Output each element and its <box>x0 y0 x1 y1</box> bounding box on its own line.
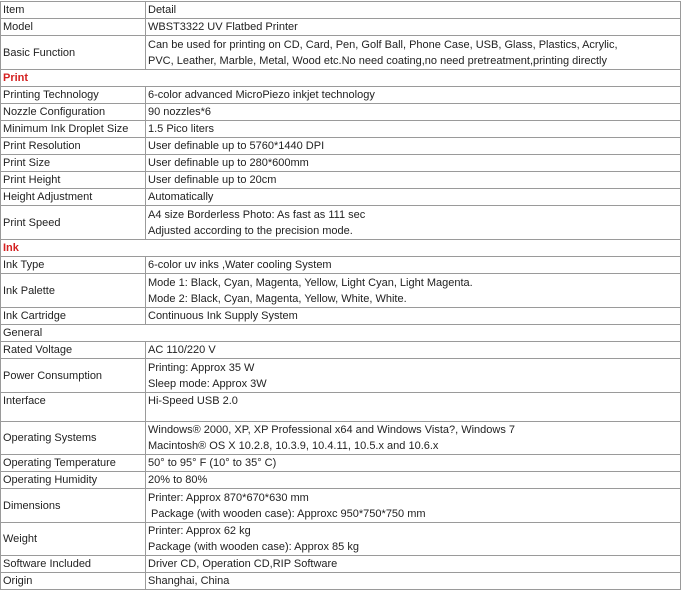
dimensions-line-1: Printer: Approx 870*670*630 mm <box>148 491 309 504</box>
value-model: WBST3322 UV Flatbed Printer <box>146 19 681 36</box>
section-row <box>1 325 681 342</box>
table-row <box>1 138 681 155</box>
value-print-speed <box>146 206 681 240</box>
table-row <box>1 393 681 422</box>
ink-palette-line-1: Mode 1: Black, Cyan, Magenta, Yellow, Light Cyan, Light Magenta. <box>148 276 473 289</box>
table-row <box>1 274 681 308</box>
table-row <box>1 189 681 206</box>
table-row <box>1 472 681 489</box>
print-speed-line-2: Adjusted according to the precision mode. <box>148 224 353 237</box>
table-row <box>1 19 681 36</box>
print-speed-line-1: A4 size Borderless Photo: As fast as 111 sec <box>148 208 366 221</box>
table-row <box>1 342 681 359</box>
value-nozzle-configuration: 90 nozzles*6 <box>146 104 681 121</box>
label-ink-cartridge: Ink Cartridge <box>1 308 146 325</box>
label-interface: Interface <box>1 393 146 422</box>
label-dimensions: Dimensions <box>1 489 146 523</box>
value-printing-technology: 6-color advanced MicroPiezo inkjet technology <box>146 87 681 104</box>
label-print-speed: Print Speed <box>1 206 146 240</box>
value-interface: Hi-Speed USB 2.0 <box>146 393 681 422</box>
table-row <box>1 104 681 121</box>
table-row <box>1 87 681 104</box>
label-print-size: Print Size <box>1 155 146 172</box>
label-basic-function: Basic Function <box>1 36 146 70</box>
label-ink-palette: Ink Palette <box>1 274 146 308</box>
value-rated-voltage: AC 110/220 V <box>146 342 681 359</box>
table-row <box>1 206 681 240</box>
table-row <box>1 257 681 274</box>
value-operating-temperature: 50° to 95° F (10° to 35° C) <box>146 455 681 472</box>
power-consumption-line-2: Sleep mode: Approx 3W <box>148 377 267 390</box>
section-print: Print <box>1 70 681 87</box>
label-height-adjustment: Height Adjustment <box>1 189 146 206</box>
label-print-resolution: Print Resolution <box>1 138 146 155</box>
value-dimensions <box>146 489 681 523</box>
weight-line-1: Printer: Approx 62 kg <box>148 525 251 537</box>
table-row <box>1 359 681 393</box>
power-consumption-line-1: Printing: Approx 35 W <box>148 361 255 374</box>
label-model: Model <box>1 19 146 36</box>
value-software-included: Driver CD, Operation CD,RIP Software <box>146 556 681 573</box>
table-row <box>1 2 681 19</box>
weight-line-2: Package (with wooden case): Approx 85 kg <box>148 541 359 553</box>
table-row <box>1 422 681 455</box>
basic-function-line-2: PVC, Leather, Marble, Metal, Wood etc.No need coating,no need pretreatment,printing directly <box>148 54 607 67</box>
label-print-height: Print Height <box>1 172 146 189</box>
label-nozzle-configuration: Nozzle Configuration <box>1 104 146 121</box>
value-ink-type: 6-color uv inks ,Water cooling System <box>146 257 681 274</box>
value-operating-systems <box>146 422 681 455</box>
value-print-size: User definable up to 280*600mm <box>146 155 681 172</box>
table-row <box>1 36 681 70</box>
operating-systems-line-1: Windows® 2000, XP, XP Professional x64 and Windows Vista?, Windows 7 <box>148 424 516 436</box>
value-origin: Shanghai, China <box>146 573 681 590</box>
table-row <box>1 489 681 523</box>
header-detail: Detail <box>146 2 681 19</box>
table-row <box>1 573 681 590</box>
label-rated-voltage: Rated Voltage <box>1 342 146 359</box>
table-row <box>1 556 681 573</box>
table-row <box>1 155 681 172</box>
label-operating-systems: Operating Systems <box>1 422 146 455</box>
table-row <box>1 172 681 189</box>
label-min-droplet: Minimum Ink Droplet Size <box>1 121 146 138</box>
basic-function-line-1: Can be used for printing on CD, Card, Pen, Golf Ball, Phone Case, USB, Glass, Plastics, Acrylic, <box>148 38 618 51</box>
ink-palette-line-2: Mode 2: Black, Cyan, Magenta, Yellow, White, White. <box>148 292 407 305</box>
header-item: Item <box>1 2 146 19</box>
label-printing-technology: Printing Technology <box>1 87 146 104</box>
section-row <box>1 70 681 87</box>
label-software-included: Software Included <box>1 556 146 573</box>
table-row <box>1 121 681 138</box>
table-row <box>1 455 681 472</box>
table-row <box>1 308 681 325</box>
value-print-height: User definable up to 20cm <box>146 172 681 189</box>
label-operating-humidity: Operating Humidity <box>1 472 146 489</box>
label-weight: Weight <box>1 523 146 556</box>
value-operating-humidity: 20% to 80% <box>146 472 681 489</box>
section-ink: Ink <box>1 240 681 257</box>
value-power-consumption <box>146 359 681 393</box>
label-ink-type: Ink Type <box>1 257 146 274</box>
label-origin: Origin <box>1 573 146 590</box>
value-basic-function <box>146 36 681 70</box>
value-ink-palette <box>146 274 681 308</box>
value-ink-cartridge: Continuous Ink Supply System <box>146 308 681 325</box>
table-row <box>1 523 681 556</box>
label-operating-temperature: Operating Temperature <box>1 455 146 472</box>
value-print-resolution: User definable up to 5760*1440 DPI <box>146 138 681 155</box>
label-power-consumption: Power Consumption <box>1 359 146 393</box>
spec-table <box>0 1 681 590</box>
operating-systems-line-2: Macintosh® OS X 10.2.8, 10.3.9, 10.4.11, 10.5.x and 10.6.x <box>148 440 439 452</box>
dimensions-line-2: Package (with wooden case): Approxc 950*750*750 mm <box>151 507 426 520</box>
value-weight <box>146 523 681 556</box>
section-row <box>1 240 681 257</box>
section-general: General <box>1 325 681 342</box>
value-height-adjustment: Automatically <box>146 189 681 206</box>
value-min-droplet: 1.5 Pico liters <box>146 121 681 138</box>
